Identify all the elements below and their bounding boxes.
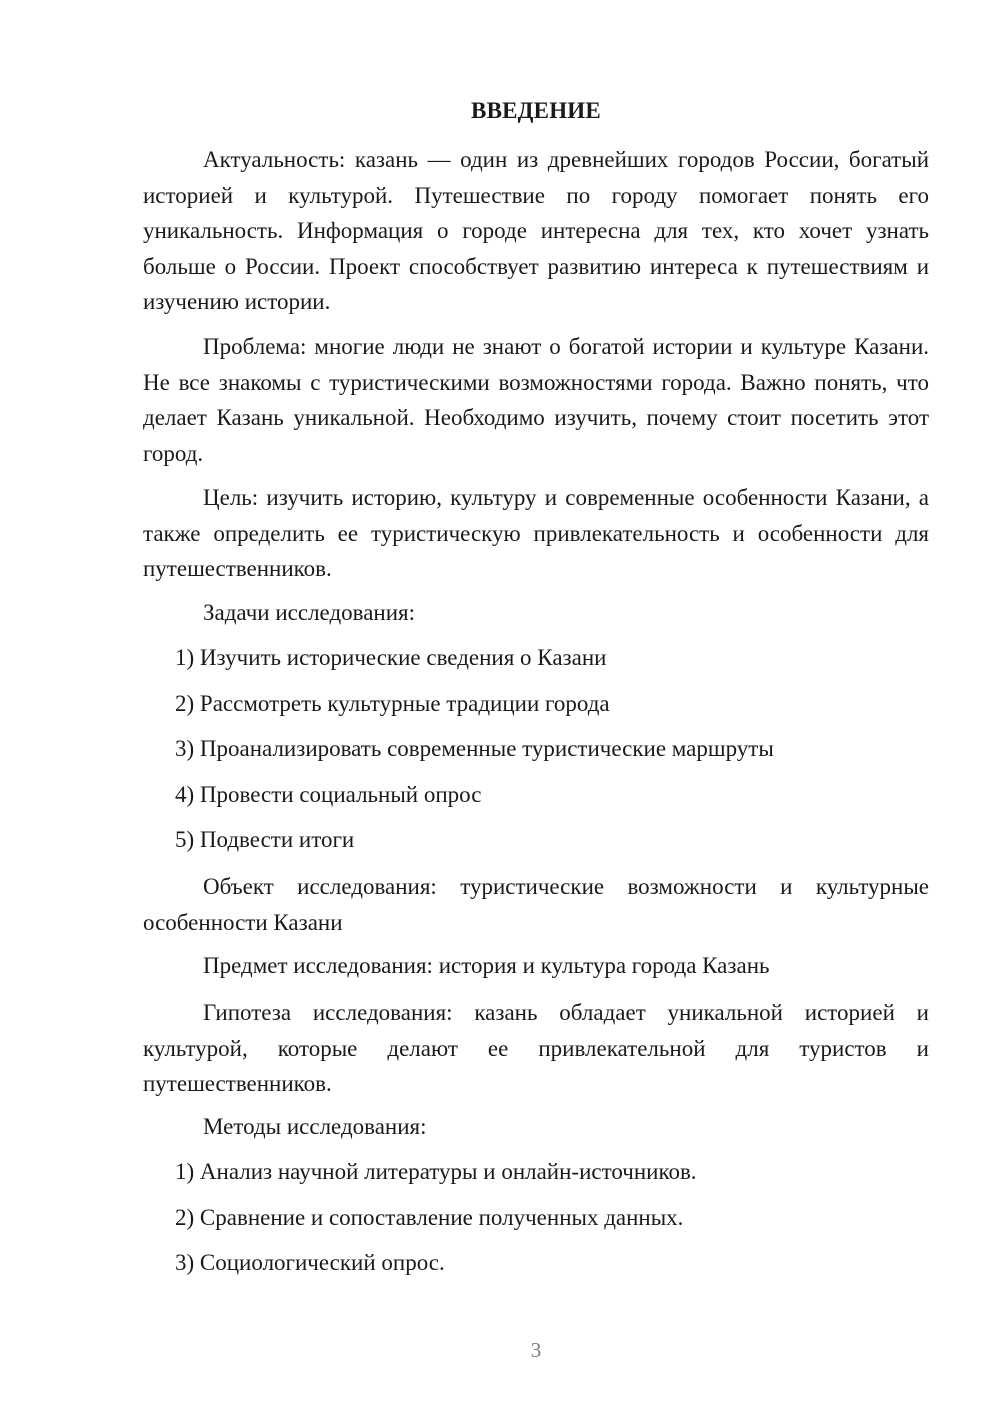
- task-item: 4) Провести социальный опрос: [175, 782, 482, 807]
- method-item: 3) Социологический опрос.: [175, 1250, 445, 1275]
- method-item: 2) Сравнение и сопоставление полученных данных.: [175, 1205, 684, 1230]
- relevance-paragraph: Актуальность: казань — один из древнейших городов России, богатый историей и культурой. Путешествие по городу помогает понять его уникальность. Информация о городе интересна для тех, кто хочет узнать больше о России. Проект способствует развитию интереса к путешествиям и изучению истории.: [143, 147, 929, 314]
- tasks-heading: Задачи исследования:: [203, 600, 416, 625]
- page-title: ВВЕДЕНИЕ: [471, 98, 601, 123]
- task-item: 3) Проанализировать современные туристические маршруты: [175, 736, 774, 761]
- task-item: 1) Изучить исторические сведения о Казани: [175, 645, 607, 670]
- hypothesis-paragraph: Гипотеза исследования: казань обладает уникальной историей и культурой, которые делают ее привлекательной для туристов и путешественников.: [143, 1000, 929, 1096]
- goal-paragraph: Цель: изучить историю, культуру и современные особенности Казани, а также определить ее туристическую привлекательность и особенности для путешественников.: [143, 485, 929, 581]
- method-item: 1) Анализ научной литературы и онлайн-источников.: [175, 1159, 697, 1184]
- subject-paragraph: Предмет исследования: история и культура города Казань: [203, 953, 770, 978]
- object-paragraph: Объект исследования: туристические возможности и культурные особенности Казани: [143, 874, 929, 935]
- page-number: 3: [530, 1338, 542, 1362]
- problem-paragraph: Проблема: многие люди не знают о богатой истории и культуре Казани. Не все знакомы с туристическими возможностями города. Важно понять, что делает Казань уникальной. Необходимо изучить, почему стоит посетить этот город.: [143, 334, 929, 466]
- task-item: 5) Подвести итоги: [175, 827, 355, 852]
- task-item: 2) Рассмотреть культурные традиции города: [175, 691, 610, 716]
- methods-heading: Методы исследования:: [203, 1114, 427, 1139]
